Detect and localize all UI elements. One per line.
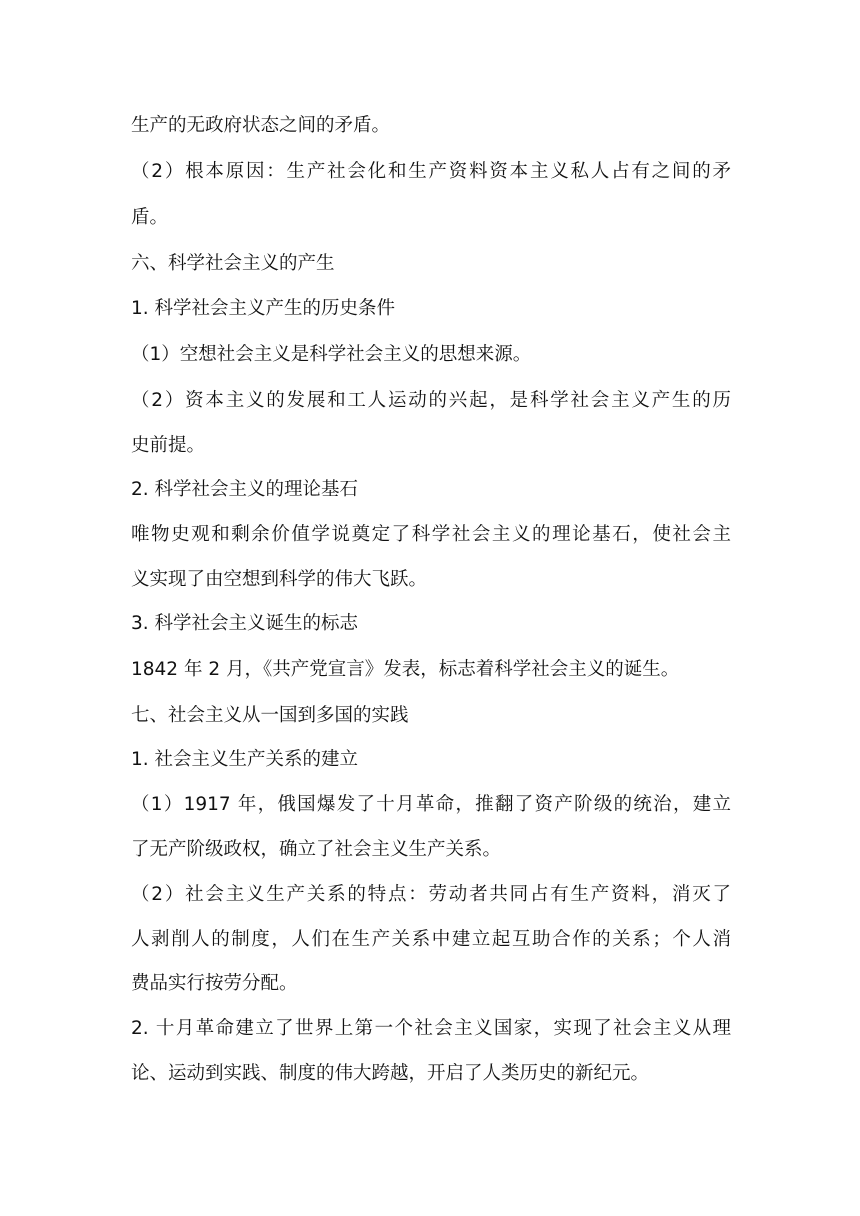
paragraph-line: 生产的无政府状态之间的矛盾。 <box>131 115 391 136</box>
paragraph-line: （1）空想社会主义是科学社会主义的思想来源。 <box>131 344 532 365</box>
paragraph-line: 了无产阶级政权，确立了社会主义生产关系。 <box>131 839 502 860</box>
subsection-heading: 1. 社会主义生产关系的建立 <box>131 749 359 770</box>
paragraph-line: 2. 十月革命建立了世界上第一个社会主义国家，实现了社会主义从理 <box>131 1018 731 1039</box>
subsection-heading: 3. 科学社会主义诞生的标志 <box>131 613 359 634</box>
paragraph-line: 论、运动到实践、制度的伟大跨越，开启了人类历史的新纪元。 <box>131 1063 650 1084</box>
paragraph-line: （2）社会主义生产关系的特点：劳动者共同占有生产资料，消灭了 <box>131 884 731 905</box>
subsection-heading: 1. 科学社会主义产生的历史条件 <box>131 298 396 319</box>
paragraph-line: 盾。 <box>131 207 169 228</box>
paragraph-line: 人剥削人的制度，人们在生产关系中建立起互助合作的关系；个人消 <box>131 929 731 950</box>
section-heading: 七、社会主义从一国到多国的实践 <box>131 705 409 726</box>
subsection-heading: 2. 科学社会主义的理论基石 <box>131 479 359 500</box>
paragraph-line: （2）资本主义的发展和工人运动的兴起，是科学社会主义产生的历 <box>131 390 731 411</box>
paragraph-line: 1842 年 2 月，《共产党宣言》发表，标志着科学社会主义的诞生。 <box>131 659 680 680</box>
paragraph-line: （2）根本原因：生产社会化和生产资料资本主义私人占有之间的矛 <box>131 161 731 182</box>
paragraph-line: 义实现了由空想到科学的伟大飞跃。 <box>131 569 428 590</box>
paragraph-line: （1）1917 年，俄国爆发了十月革命，推翻了资产阶级的统治，建立 <box>131 794 731 815</box>
section-heading: 六、科学社会主义的产生 <box>131 253 335 274</box>
paragraph-line: 费品实行按劳分配。 <box>131 973 298 994</box>
paragraph-line: 史前提。 <box>131 435 206 456</box>
paragraph-line: 唯物史观和剩余价值学说奠定了科学社会主义的理论基石，使社会主 <box>131 524 731 545</box>
